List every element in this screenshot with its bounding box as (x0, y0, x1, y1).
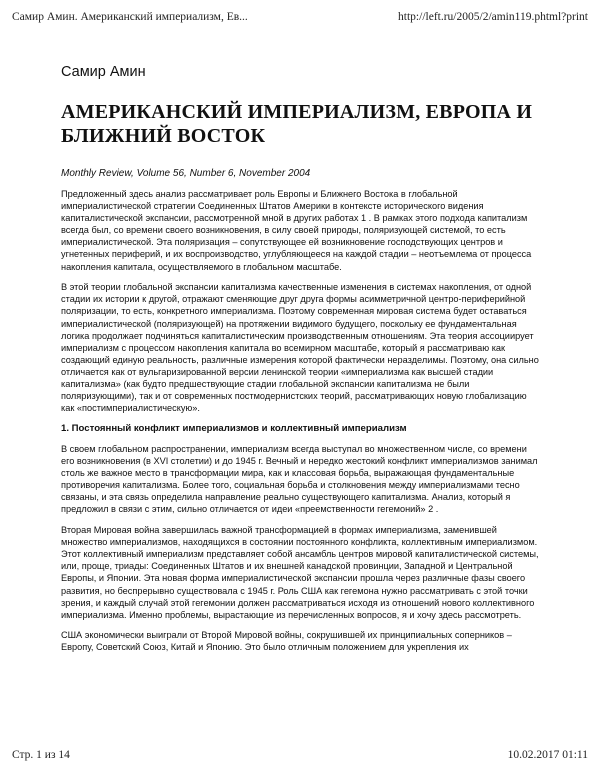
paragraph-section-3: США экономически выиграли от Второй Мировой войны, сокрушившей их принципиальных соперников – Европу, Советский Союз, Китай и Японию. Это было отличным положением для укрепления их (61, 630, 512, 653)
paragraph-section-2: Вторая Мировая война завершилась важной трансформацией в формах империализма, заменившей множество империализмов, находящихся в состоянии постоянного конфликта, коллективным империализмом. Этот коллективный империализм представляет собой ансамбль центров мировой капиталистической системы, или, проще, триады: Соединенных Штатов и их внешней канадской провинции, Западной и Центральной Европы, и Японии. Эта новая форма империалистической экспансии прошла через различные фазы своего развития, но беспрерывно существовала с 1945 г. Роль США как гегемона нужно рассматривать с этой точки зрения, и каждый случай этой гегемонии должен рассматриваться исходя из отношений нового коллективного империализма. Именно проблемы, вырастающие из перечисленных вопросов, я и хочу здесь рассмотреть. (61, 525, 539, 620)
article-author: Самир Амин (61, 64, 146, 80)
article-source: Monthly Review, Volume 56, Number 6, November 2004 (61, 168, 311, 179)
paragraph-intro: Предложенный здесь анализ рассматривает роль Европы и Ближнего Востока в глобальной империалистической стратегии Соединенных Штатов Америки в контексте исторического видения капиталистической экспансии, рассмотренной мной в других работах 1 . В рамках этого подхода капитализм всегда был, со времени своего возникновения, в силу своей природы, поляризующей системой, то есть империалистической. Эта поляризация – сопутствующее ей возникновение господствующих центров и угнетенных периферий, и их воспроизводство, углубляющееся на каждой стадии – неотъемлема от процесса накопления капитала, осуществляемого в глобальном масштабе. (61, 189, 532, 272)
article (61, 64, 539, 662)
print-header-title: Самир Амин. Американский империализм, Ев... (12, 11, 248, 23)
page-number: Стр. 1 из 14 (12, 749, 70, 761)
section-heading: 1. Постоянный конфликт империализмов и коллективный империализм (61, 422, 407, 434)
paragraph-theory: В этой теории глобальной экспансии капитализма качественные изменения в системах накопления, от одной стадии их истории к другой, отражают сменяющие друг друга формы асимметричной центро-периферийной поляризации, то есть, конкретного империализма. Поэтому современная мировая система будет оставаться империалистической (поляризующей) на протяжении видимого будущего, поскольку ее фундаментальная логика продолжает подчиняться капиталистическим производственным отношениям. Эта теория ассоциирует империализм с процессом накопления капитала во всемирном масштабе, который я рассматриваю как создающий единую реальность, различные измерения которой фактически неразделимы. Поэтому, она сильно отличается как от вульгаризированной версии ленинской теории «империализма как высшей стадии капитализма» (как будто предшествующие стадии глобальной экспансии капитализма не были поляризующими), так и от современных постмодернистских теорий, рассматривающих новую глобализацию как «постимпериалистическую». (61, 282, 539, 414)
print-footer (12, 749, 588, 761)
print-header (12, 11, 588, 23)
print-header-url[interactable]: http://left.ru/2005/2/amin119.phtml?print (398, 11, 588, 23)
article-title: АМЕРИКАНСКИЙ ИМПЕРИАЛИЗМ, ЕВРОПА И БЛИЖНИЙ ВОСТОК (61, 101, 533, 147)
paragraph-section-1: В своем глобальном распространении, империализм всегда выступал во множественном числе, со времени его возникновения (в XVI столетии) и до 1945 г. Вечный и нередко жестокий конфликт империализмов занимал столь же важное место в трансформации мира, как и классовая борьба, выражающая фундаментальные противоречия капитализма. Более того, социальная борьба и столкновения между империализмами тесно связаны, и эта связь определила направление реально существующего капитализма. Анализ, который я предложил в связи с этим, сильно отличается от идеи «преемственности гегемоний» 2 . (61, 443, 538, 515)
print-datetime: 10.02.2017 01:11 (507, 749, 588, 761)
